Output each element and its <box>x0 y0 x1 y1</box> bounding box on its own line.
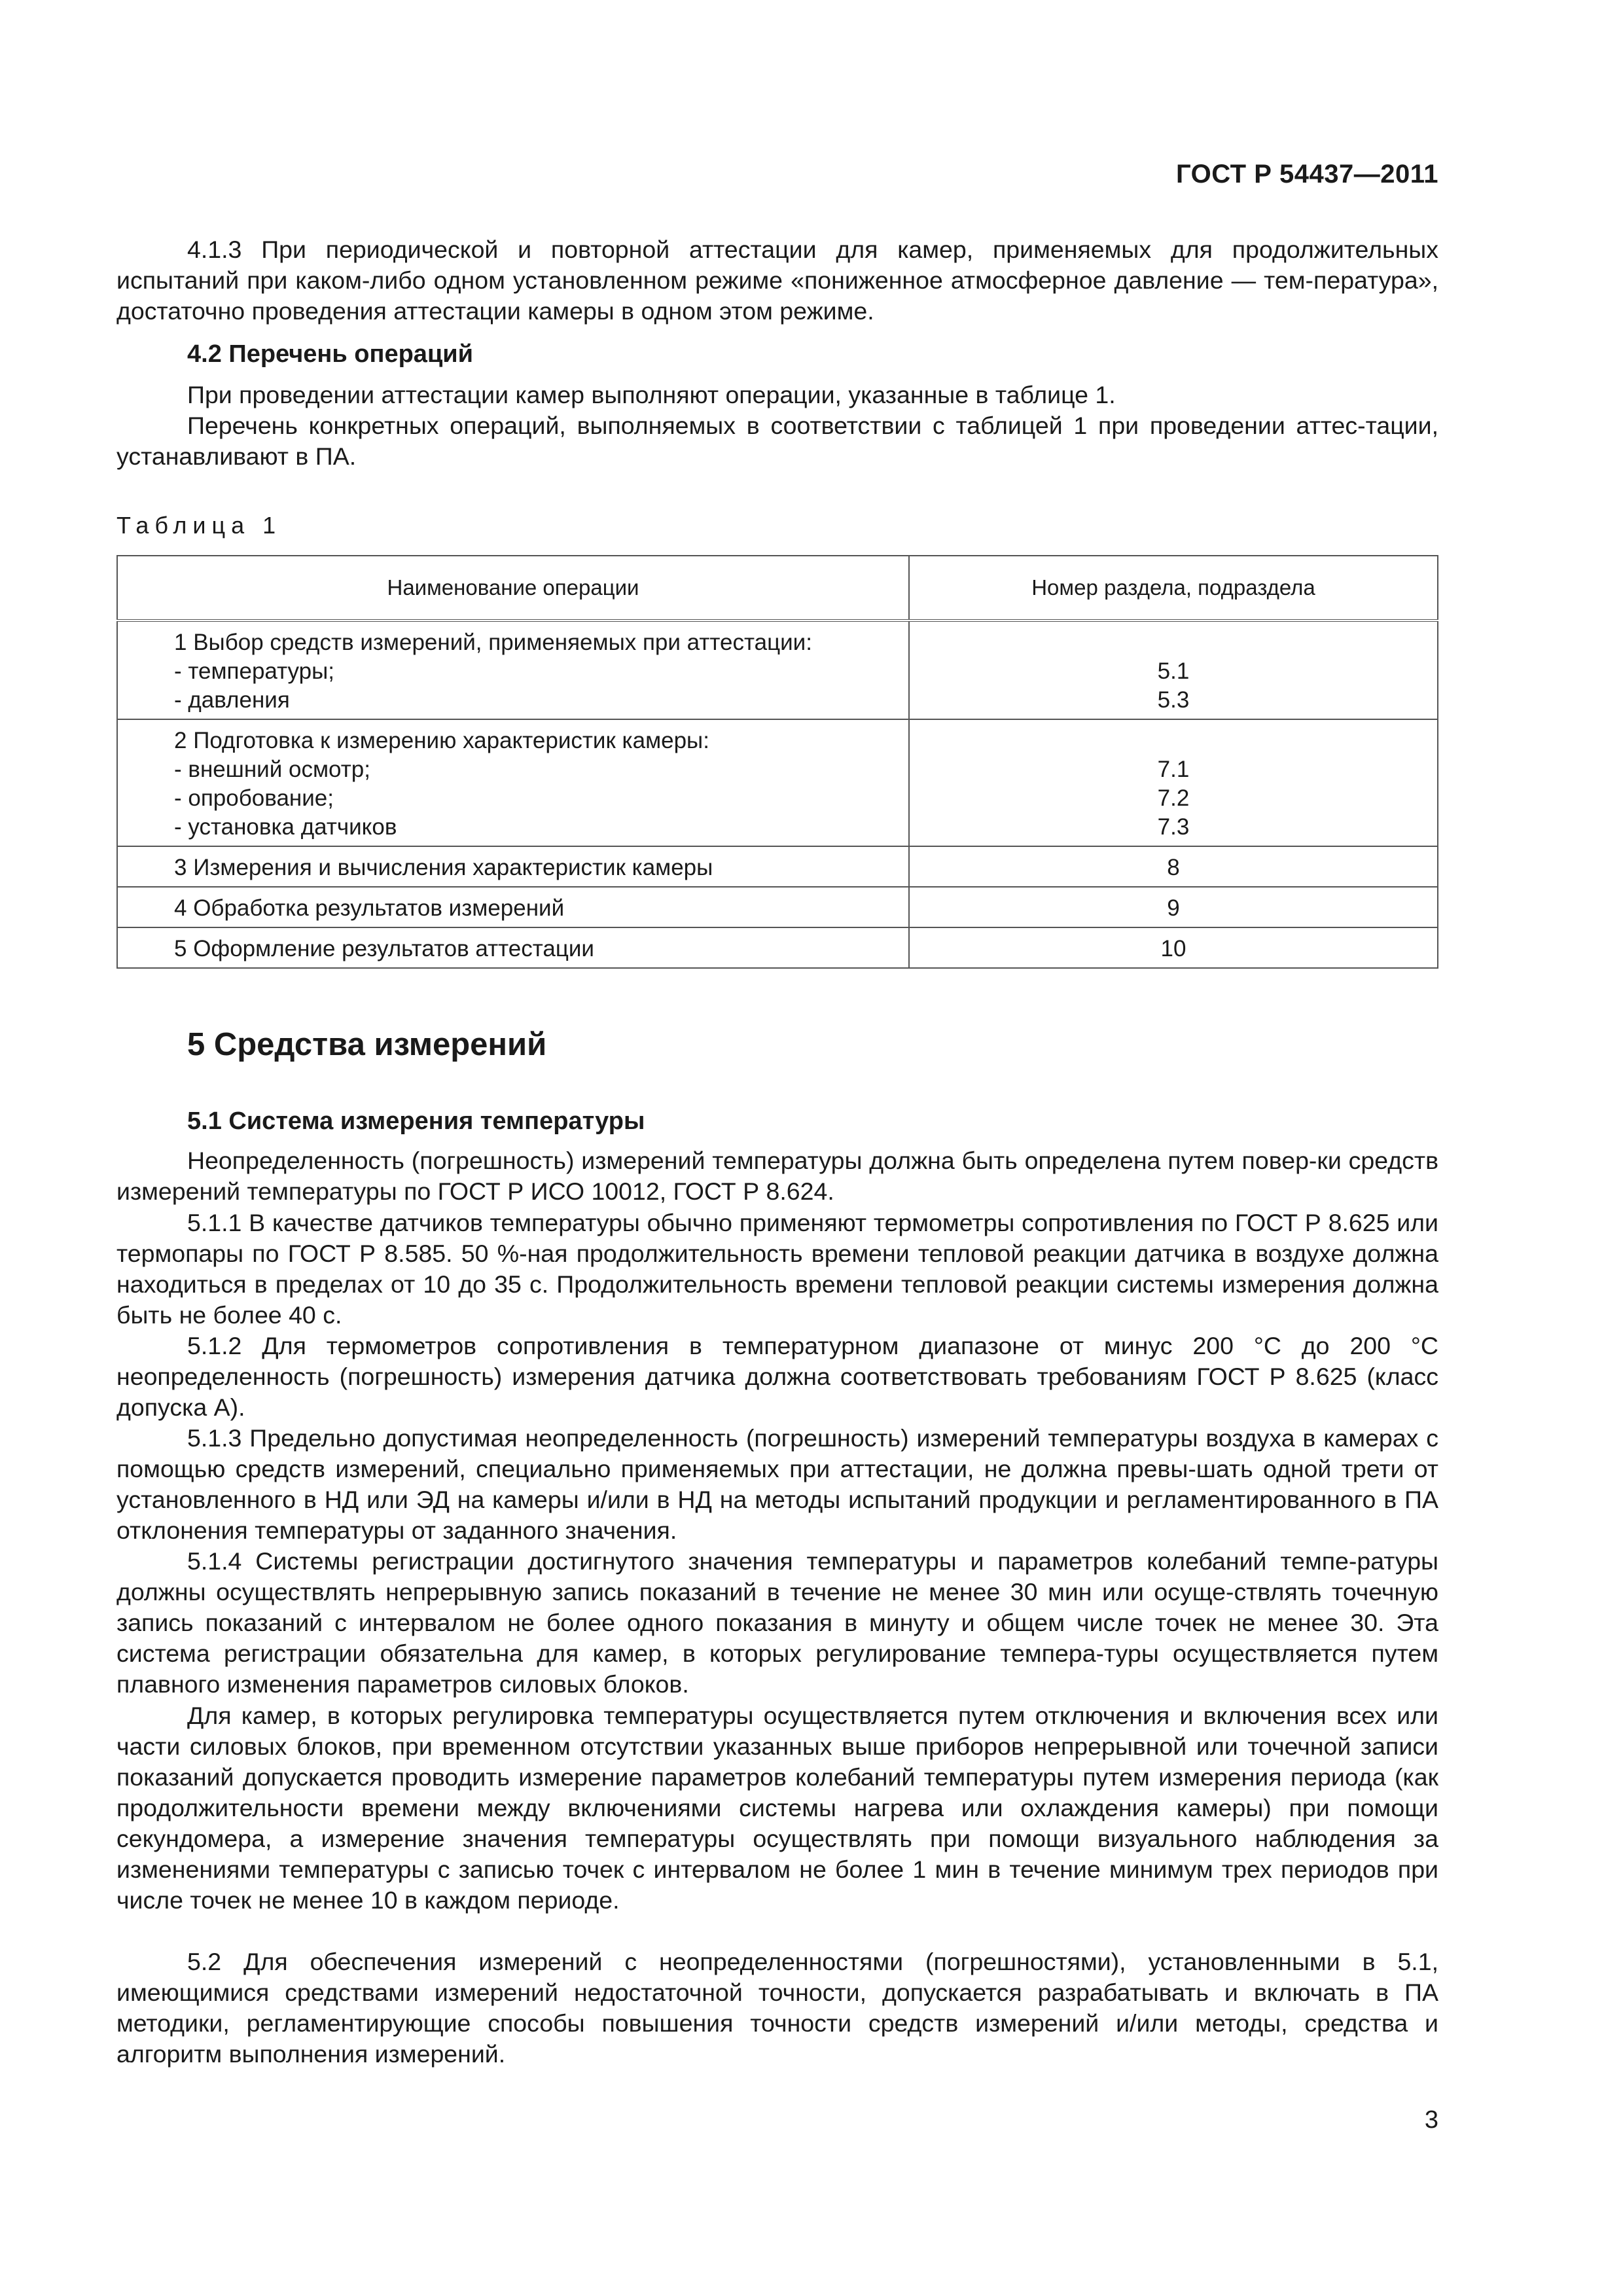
table-caption: Таблица 1 <box>116 512 282 539</box>
table-cell-text: 1 Выбор средств измерений, применяемых при аттестации: <box>174 630 812 655</box>
table-header-operation: Наименование операции <box>117 556 909 620</box>
paragraph-5-1-1: 5.1.1 В качестве датчиков температуры обычно применяют термометры сопротивления по ГОСТ Р 8.625 или термопары по ГОСТ Р 8.585. 50 %-ная продолжительность времени тепловой реакции датчика в воздухе должна находиться в пределах от 10 до 35 с. Продолжительность времени тепловой реакции системы измерения должна быть не более 40 с. <box>116 1209 1438 1329</box>
paragraph-5-1: Неопределенность (погрешность) измерений температуры должна быть определена путем повер-ки средств измерений температуры по ГОСТ Р ИСО 10012, ГОСТ Р 8.624. <box>116 1147 1438 1205</box>
table-cell-number: 7.2 <box>1157 785 1190 811</box>
document-header: ГОСТ Р 54437—2011 <box>1176 160 1438 188</box>
paragraph-4-2-a: При проведении аттестации камер выполняют операции, указанные в таблице 1. <box>187 381 1116 408</box>
table-cell-number: 9 <box>1167 895 1180 921</box>
paragraph-4-2-b: Перечень конкретных операций, выполняемых в соответствии с таблицей 1 при проведении аттес-тации, устанавливают в ПА. <box>116 412 1438 470</box>
document-page <box>116 0 1438 2296</box>
table-row <box>117 846 1438 887</box>
table-row <box>117 719 1438 846</box>
operations-table <box>116 555 1438 969</box>
table-row <box>117 887 1438 927</box>
paragraph-5-1-3: 5.1.3 Предельно допустимая неопределенность (погрешность) измерений температуры воздуха в камерах с помощью средств измерений, специально применяемых при аттестации, не должна превы-шать одной трети от установленного в НД или ЭД на камеры и/или в НД на методы испытаний продукции и регламентированного в ПА отклонения температуры от заданного значения. <box>116 1424 1438 1544</box>
paragraph-5-2: 5.2 Для обеспечения измерений с неопределенностями (погрешностями), установленными в 5.1, имеющимися средствами измерений недостаточной точности, допускается разрабатывать и включать в ПА методики, регламентирующие способы повышения точности средств измерений и/или методы, средства и алгоритм выполнения измерений. <box>116 1948 1438 2068</box>
table-cell-text: - внешний осмотр; <box>174 757 370 782</box>
table-cell-text: - опробование; <box>174 785 334 811</box>
table-cell-text: 2 Подготовка к измерению характеристик камеры: <box>174 728 709 753</box>
table-cell-text: - давления <box>174 687 290 713</box>
page-number: 3 <box>1424 2106 1438 2134</box>
table-header-section: Номер раздела, подраздела <box>909 556 1438 620</box>
paragraph-5-1-4-b: Для камер, в которых регулировка температуры осуществляется путем отключения и включения всех или части силовых блоков, при временном отсутствии указанных выше приборов непрерывной или точечной записи показаний допускается проводить измерение параметров колебаний температуры путем измерения периода (как продолжительности времени между включениями системы нагрева или охлаждения камеры) при помощи секундомера, а измерение значения температуры осуществлять при помощи визуального наблюдения за изменениями температуры с записью точек с интервалом не более 1 мин в течение минимум трех периодов при числе точек не менее 10 в каждом периоде. <box>116 1702 1438 1914</box>
table-cell-number: 7.1 <box>1157 757 1190 782</box>
heading-5-1: 5.1 Система измерения температуры <box>187 1107 645 1135</box>
paragraph-5-1-4: 5.1.4 Системы регистрации достигнутого значения температуры и параметров колебаний темпе-ратуры должны осуществлять непрерывную запись показаний в течение не менее 30 мин или осуще-ствлять точечную запись показаний с интервалом не более одного показания в минуту и общем числе точек не менее 30. Эта система регистрации обязательна для камер, в которых регулирование темпера-туры осуществляется путем плавного изменения параметров силовых блоков. <box>116 1547 1438 1698</box>
table-cell-text: - установка датчиков <box>174 814 397 840</box>
table-cell-number: 7.3 <box>1157 814 1190 840</box>
table-cell-text: - температуры; <box>174 658 334 684</box>
table-cell-number: 10 <box>1160 936 1186 961</box>
table-cell-text: 5 Оформление результатов аттестации <box>174 936 594 961</box>
table-cell-number: 5.3 <box>1157 687 1190 713</box>
table-row <box>117 927 1438 968</box>
table-cell-text: 3 Измерения и вычисления характеристик камеры <box>174 855 713 880</box>
heading-4-2: 4.2 Перечень операций <box>187 340 474 368</box>
table-cell-number: 5.1 <box>1157 658 1190 684</box>
table-cell-number <box>910 628 1437 657</box>
table-cell-number <box>910 726 1437 755</box>
table-row <box>117 620 1438 719</box>
paragraph-5-1-2: 5.1.2 Для термометров сопротивления в температурном диапазоне от минус 200 °С до 200 °С неопределенность (погрешность) измерения датчика должна соответствовать требованиям ГОСТ Р 8.625 (класс допуска А). <box>116 1332 1438 1421</box>
section-5-title: 5 Средства измерений <box>187 1027 547 1062</box>
table-cell-text: 4 Обработка результатов измерений <box>174 895 565 921</box>
paragraph-4-1-3: 4.1.3 При периодической и повторной аттестации для камер, применяемых для продолжительных испытаний при каком-либо одном установленном режиме «пониженное атмосферное давление — тем-пература», достаточно проведения аттестации камеры в одном этом режиме. <box>116 236 1438 325</box>
table-cell-number: 8 <box>1167 855 1180 880</box>
